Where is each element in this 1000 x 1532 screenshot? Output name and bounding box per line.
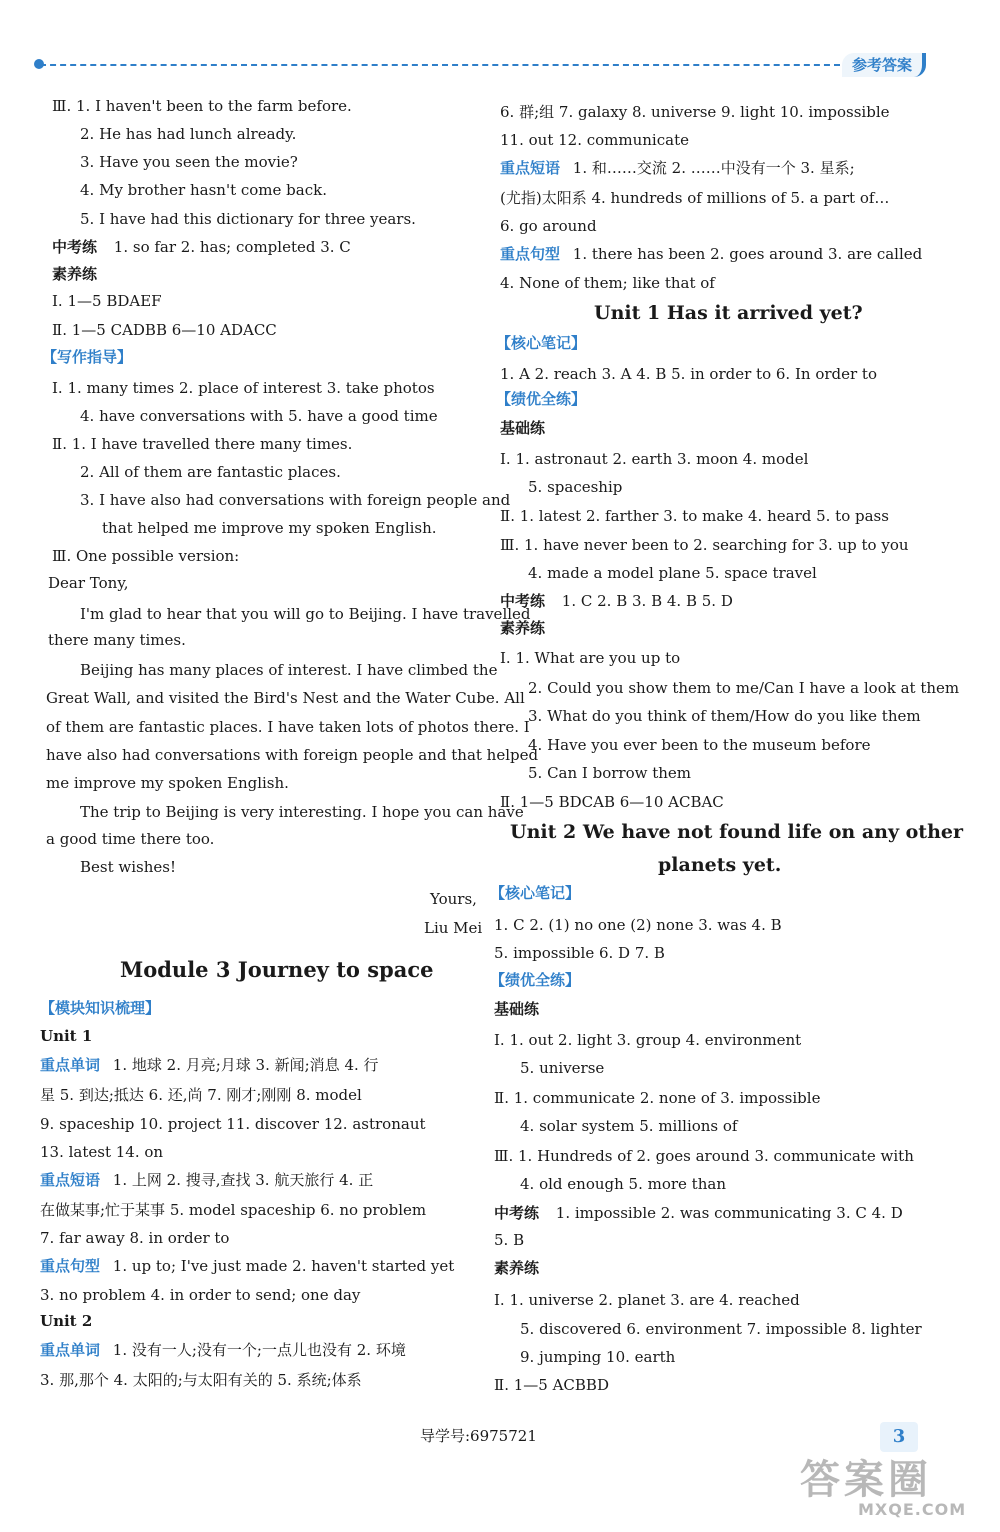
answer-line: Ⅰ. 1. out 2. light 3. group 4. environment <box>494 1031 802 1049</box>
core-notes-tag: 【核心笔记】 <box>490 884 581 902</box>
answer-line: 3. What do you think of them/How do you like them <box>528 707 921 725</box>
unit1-label: Unit 1 <box>40 1027 93 1045</box>
letter-closing: Best wishes! <box>80 858 176 876</box>
suyang-label: 素养练 <box>494 1259 540 1277</box>
zhongkao-answers: 1. impossible 2. was communicating 3. C 4. D <box>555 1204 903 1222</box>
key-words-line: 9. spaceship 10. project 11. discover 12. astronaut <box>40 1115 426 1133</box>
zhongkao-answers: 1. C 2. B 3. B 4. B 5. D <box>561 592 733 610</box>
key-sentences-text: 1. there has been 2. goes around 3. are called <box>572 245 923 263</box>
letter-yours: Yours, <box>430 890 477 908</box>
basic-practice-label: 基础练 <box>494 1000 540 1018</box>
answer-line: 3. Have you seen the movie? <box>80 153 298 171</box>
letter-line: me improve my spoken English. <box>46 774 289 792</box>
letter-line: a good time there too. <box>46 830 215 848</box>
watermark-text: 答案圈 <box>800 1457 932 1503</box>
answer-line: Ⅰ. 1. universe 2. planet 3. are 4. reached <box>494 1291 800 1309</box>
key-phrases-text: 1. 和……交流 2. ……中没有一个 3. 星系; <box>572 159 855 177</box>
answer-line: 4. Have you ever been to the museum before <box>528 736 871 754</box>
answer-line: 5. universe <box>520 1059 605 1077</box>
answer-line: 4. old enough 5. more than <box>520 1175 726 1193</box>
core-notes-answers: 5. impossible 6. D 7. B <box>494 944 665 962</box>
writing-guide-tag: 【写作指导】 <box>42 348 133 366</box>
key-sentences-text: 1. up to; I've just made 2. haven't started yet <box>112 1257 455 1275</box>
suyang-label: 素养练 <box>500 619 546 637</box>
answer-line: that helped me improve my spoken English. <box>102 519 437 537</box>
header-divider <box>40 64 840 66</box>
key-sentences-row <box>500 244 922 264</box>
key-words-row <box>40 1340 406 1360</box>
answer-line: Ⅲ. One possible version: <box>52 547 240 565</box>
letter-line: Beijing has many places of interest. I have climbed the <box>80 661 498 679</box>
core-notes-tag: 【核心笔记】 <box>496 334 587 352</box>
key-phrases-line: 在做某事;忙于某事 5. model spaceship 6. no problem <box>40 1201 427 1219</box>
answer-line: 6. 群;组 7. galaxy 8. universe 9. light 10. impossible <box>500 103 890 121</box>
zhongkao-label: 中考练 <box>494 1204 540 1222</box>
excellent-practice-tag: 【绩优全练】 <box>496 390 587 408</box>
key-words-line: 星 5. 到达;抵达 6. 还,尚 7. 刚才;刚刚 8. model <box>40 1086 362 1104</box>
letter-line: Great Wall, and visited the Bird's Nest and the Water Cube. All <box>46 689 525 707</box>
answer-line: 2. All of them are fantastic places. <box>80 463 341 481</box>
key-phrases-line: 7. far away 8. in order to <box>40 1229 230 1247</box>
answer-line: 2. He has had lunch already. <box>80 125 297 143</box>
key-phrases-line: 6. go around <box>500 217 597 235</box>
answer-line: Ⅰ. 1. many times 2. place of interest 3. take photos <box>52 379 435 397</box>
zhongkao-row <box>52 237 351 257</box>
answer-line: 11. out 12. communicate <box>500 131 689 149</box>
suyang-label: 素养练 <box>52 265 98 283</box>
key-words-text: 1. 没有一人;没有一个;一点儿也没有 2. 环境 <box>112 1341 406 1359</box>
answer-line: Ⅱ. 1—5 ACBBD <box>494 1376 609 1394</box>
basic-practice-label: 基础练 <box>500 419 546 437</box>
key-phrases-row <box>500 158 855 178</box>
answer-line: Ⅰ. 1—5 BDAEF <box>52 292 162 310</box>
key-phrases-tag: 重点短语 <box>500 159 561 177</box>
key-words-tag: 重点单词 <box>40 1056 101 1074</box>
letter-line: The trip to Beijing is very interesting. I hope you can have <box>80 803 524 821</box>
key-words-line: 3. 那,那个 4. 太阳的;与太阳有关的 5. 系统;体系 <box>40 1371 362 1389</box>
letter-line: I'm glad to hear that you will go to Beijing. I have travelled <box>80 605 531 623</box>
key-words-tag: 重点单词 <box>40 1341 101 1359</box>
watermark-logo <box>800 1448 990 1524</box>
zhongkao-row <box>500 591 733 611</box>
answer-line: 5. spaceship <box>528 478 623 496</box>
letter-greeting: Dear Tony, <box>48 574 129 592</box>
module-title: Module 3 Journey to space <box>120 957 434 982</box>
key-sentences-tag: 重点句型 <box>40 1257 101 1275</box>
answer-line: Ⅱ. 1. communicate 2. none of 3. impossible <box>494 1089 821 1107</box>
unit2-title: Unit 2 We have not found life on any other <box>510 821 963 843</box>
letter-line: have also had conversations with foreign people and that helped <box>46 746 539 764</box>
key-sentences-row <box>40 1256 454 1276</box>
key-words-text: 1. 地球 2. 月亮;月球 3. 新闻;消息 4. 行 <box>112 1056 379 1074</box>
zhongkao-answers-continued: 5. B <box>494 1231 525 1249</box>
excellent-practice-tag: 【绩优全练】 <box>490 971 581 989</box>
zhongkao-answers: 1. so far 2. has; completed 3. C <box>113 238 351 256</box>
answer-line: Ⅲ. 1. have never been to 2. searching for 3. up to you <box>500 536 909 554</box>
reference-answers-label: 参考答案 <box>842 53 926 77</box>
key-sentences-line: 3. no problem 4. in order to send; one day <box>40 1286 361 1304</box>
answer-line: Ⅲ. 1. I haven't been to the farm before. <box>52 97 352 115</box>
core-notes-answers: 1. C 2. (1) no one (2) none 3. was 4. B <box>494 916 782 934</box>
unit2-label: Unit 2 <box>40 1312 93 1330</box>
zhongkao-label: 中考练 <box>500 592 546 610</box>
letter-line: there many times. <box>48 631 186 649</box>
letter-signature: Liu Mei <box>424 919 483 937</box>
key-phrases-line: (尤指)太阳系 4. hundreds of millions of 5. a part of… <box>500 189 890 207</box>
answer-line: 4. solar system 5. millions of <box>520 1117 738 1135</box>
answer-line: 5. discovered 6. environment 7. impossible 8. lighter <box>520 1320 922 1338</box>
answer-line: 3. I have also had conversations with foreign people and <box>80 491 511 509</box>
key-phrases-text: 1. 上网 2. 搜寻,查找 3. 航天旅行 4. 正 <box>112 1171 374 1189</box>
key-sentences-line: 4. None of them; like that of <box>500 274 715 292</box>
answer-line: 4. My brother hasn't come back. <box>80 181 327 199</box>
answer-line: Ⅱ. 1—5 CADBB 6—10 ADACC <box>52 321 277 339</box>
page-number: 3 <box>880 1422 918 1452</box>
guide-number: 导学号:6975721 <box>420 1427 537 1445</box>
unit2-title-continued: planets yet. <box>658 854 782 876</box>
answer-line: 5. Can I borrow them <box>528 764 692 782</box>
answer-line: 4. have conversations with 5. have a good time <box>80 407 438 425</box>
key-words-line: 13. latest 14. on <box>40 1143 164 1161</box>
answer-line: 2. Could you show them to me/Can I have a look at them <box>528 679 960 697</box>
key-words-row <box>40 1055 379 1075</box>
key-phrases-tag: 重点短语 <box>40 1171 101 1189</box>
answer-line: 4. made a model plane 5. space travel <box>528 564 817 582</box>
answer-line: Ⅱ. 1—5 BDCAB 6—10 ACBAC <box>500 793 724 811</box>
answer-line: Ⅰ. 1. astronaut 2. earth 3. moon 4. model <box>500 450 809 468</box>
answer-line: 5. I have had this dictionary for three years. <box>80 210 416 228</box>
key-phrases-row <box>40 1170 373 1190</box>
module-summary-tag: 【模块知识梳理】 <box>40 999 161 1017</box>
core-notes-answers: 1. A 2. reach 3. A 4. B 5. in order to 6. In order to <box>500 365 877 383</box>
zhongkao-row <box>494 1203 903 1223</box>
key-sentences-tag: 重点句型 <box>500 245 561 263</box>
answer-line: Ⅲ. 1. Hundreds of 2. goes around 3. communicate with <box>494 1147 914 1165</box>
zhongkao-label: 中考练 <box>52 238 98 256</box>
answer-line: Ⅰ. 1. What are you up to <box>500 649 681 667</box>
unit1-title: Unit 1 Has it arrived yet? <box>594 302 863 324</box>
answer-line: Ⅱ. 1. I have travelled there many times. <box>52 435 353 453</box>
answer-line: Ⅱ. 1. latest 2. farther 3. to make 4. heard 5. to pass <box>500 507 889 525</box>
answer-line: 9. jumping 10. earth <box>520 1348 676 1366</box>
watermark-url: MXQE.COM <box>858 1500 967 1519</box>
letter-line: of them are fantastic places. I have taken lots of photos there. I <box>46 718 530 736</box>
